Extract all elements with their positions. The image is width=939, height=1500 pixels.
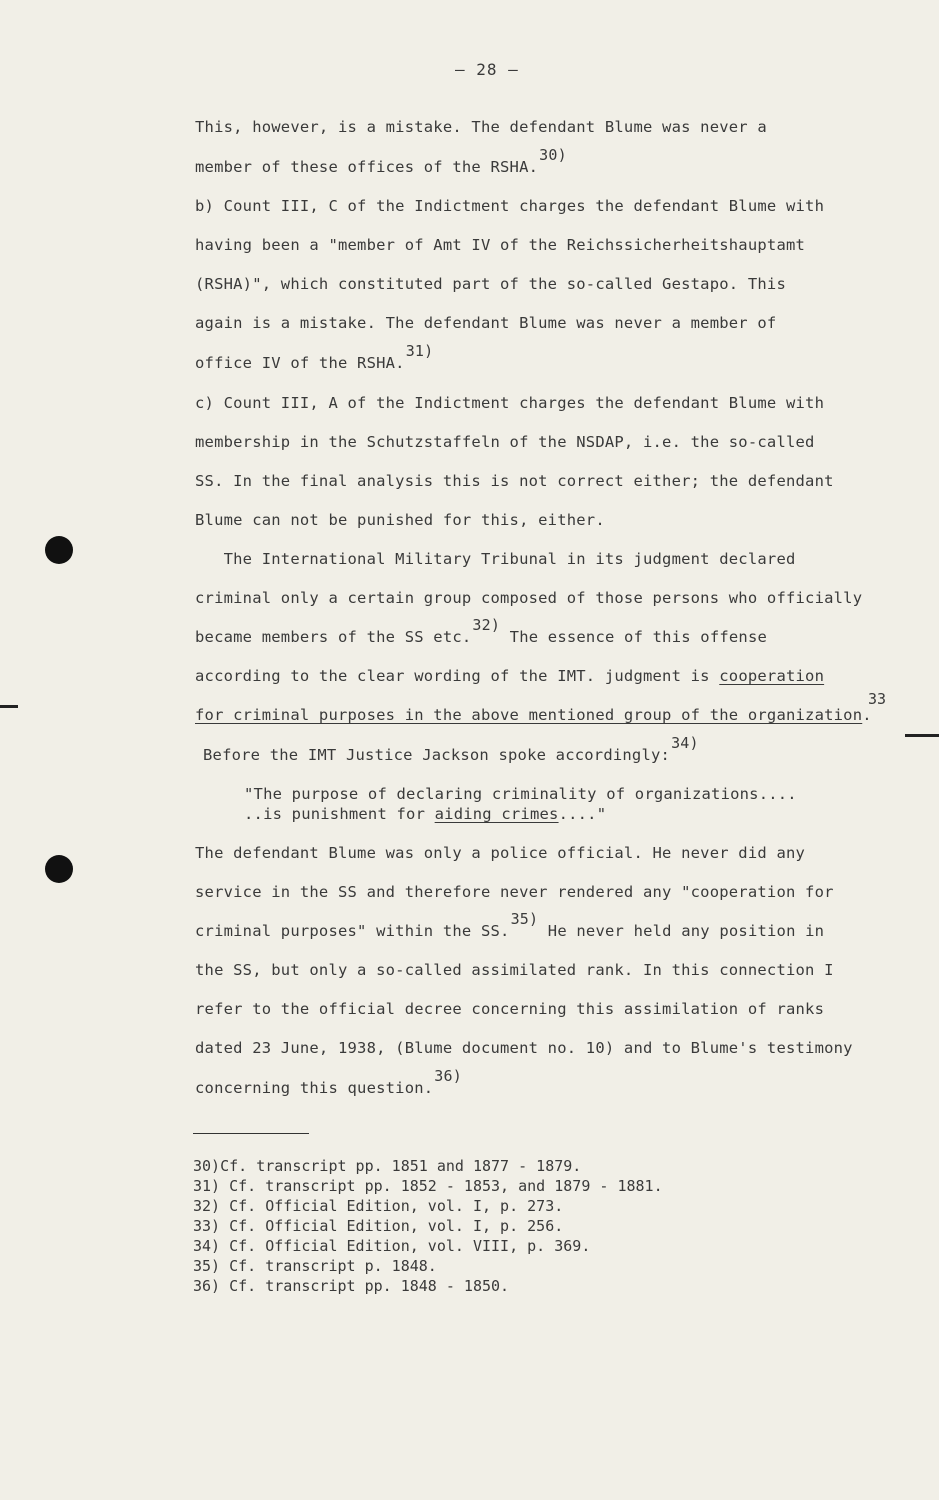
body-line: [195, 706, 872, 724]
underlined-text: for criminal purposes in the above mentioned group of the organization: [195, 706, 863, 724]
underlined-text: aiding crimes: [434, 805, 559, 823]
body-line: membership in the Schutzstaffeln of the NSDAP, i.e. the so-called: [195, 433, 815, 451]
body-line: [195, 910, 825, 940]
punch-hole: [45, 536, 73, 564]
footnote-ref: 31): [405, 342, 434, 360]
body-line: SS. In the final analysis this is not correct either; the defendant: [195, 472, 834, 490]
footnote: 34) Cf. Official Edition, vol. VIII, p. 369.: [193, 1237, 591, 1255]
body-text: became members of the SS etc.: [195, 628, 472, 646]
footnote-ref: 36): [434, 1067, 462, 1085]
footnote-separator: [193, 1133, 309, 1134]
body-line: (RSHA)", which constituted part of the so-called Gestapo. This: [195, 275, 786, 293]
page-number: – 28 –: [455, 60, 519, 79]
body-line: having been a "member of Amt IV of the Reichssicherheitshauptamt: [195, 236, 806, 254]
body-line: [203, 734, 699, 764]
body-line: service in the SS and therefore never rendered any "cooperation for: [195, 883, 834, 901]
body-text: according to the clear wording of the IMT. judgment is: [195, 667, 720, 685]
margin-tick: [0, 705, 18, 708]
body-text: The essence of this offense: [500, 628, 768, 646]
body-line: This, however, is a mistake. The defendant Blume was never a: [195, 118, 767, 136]
footnote: 36) Cf. transcript pp. 1848 - 1850.: [193, 1277, 510, 1295]
body-line: again is a mistake. The defendant Blume was never a member of: [195, 314, 777, 332]
body-line: criminal only a certain group composed of those persons who officially: [195, 589, 863, 607]
body-text: criminal purposes" within the SS.: [195, 922, 510, 940]
footnote: 32) Cf. Official Edition, vol. I, p. 273.: [193, 1197, 564, 1215]
body-line: b) Count III, C of the Indictment charges the defendant Blume with: [195, 197, 825, 215]
quote-text: ....": [558, 805, 607, 823]
margin-footnote-ref: 33: [868, 690, 887, 708]
body-line: the SS, but only a so-called assimilated rank. In this connection I: [195, 961, 834, 979]
footnote: 35) Cf. transcript p. 1848.: [193, 1257, 437, 1275]
body-line: Blume can not be punished for this, either.: [195, 511, 605, 529]
footnote-ref: 34): [671, 734, 699, 752]
underlined-text: cooperation: [719, 667, 825, 685]
body-line: [195, 1067, 462, 1097]
body-text: He never held any position in: [538, 922, 825, 940]
body-text: member of these offices of the RSHA.: [195, 158, 539, 176]
footnote-ref: 35): [510, 910, 539, 928]
margin-tick: [905, 734, 939, 737]
footnote: 33) Cf. Official Edition, vol. I, p. 256.: [193, 1217, 564, 1235]
body-text: concerning this question.: [195, 1079, 434, 1097]
footnote-ref: 30): [539, 146, 567, 164]
body-line: c) Count III, A of the Indictment charges the defendant Blume with: [195, 394, 825, 412]
body-text: .: [862, 706, 872, 724]
body-line: The defendant Blume was only a police official. He never did any: [195, 844, 806, 862]
body-line: [195, 146, 567, 176]
body-text: office IV of the RSHA.: [195, 354, 405, 372]
body-line: refer to the official decree concerning this assimilation of ranks: [195, 1000, 825, 1018]
body-line: [195, 616, 768, 646]
body-text: Before the IMT Justice Jackson spoke accordingly:: [203, 746, 671, 764]
quote-line: [244, 805, 606, 823]
quote-text: ..is punishment for: [244, 805, 435, 823]
body-line: [195, 667, 824, 685]
body-line: [195, 342, 434, 372]
footnote-ref: 32): [472, 616, 501, 634]
footnote: 30)Cf. transcript pp. 1851 and 1877 - 1879.: [193, 1157, 582, 1175]
body-line: The International Military Tribunal in its judgment declared: [195, 550, 796, 568]
footnote: 31) Cf. transcript pp. 1852 - 1853, and 1879 - 1881.: [193, 1177, 663, 1195]
body-line: dated 23 June, 1938, (Blume document no. 10) and to Blume's testimony: [195, 1039, 853, 1057]
quote-line: "The purpose of declaring criminality of organizations....: [244, 785, 797, 803]
punch-hole: [45, 855, 73, 883]
